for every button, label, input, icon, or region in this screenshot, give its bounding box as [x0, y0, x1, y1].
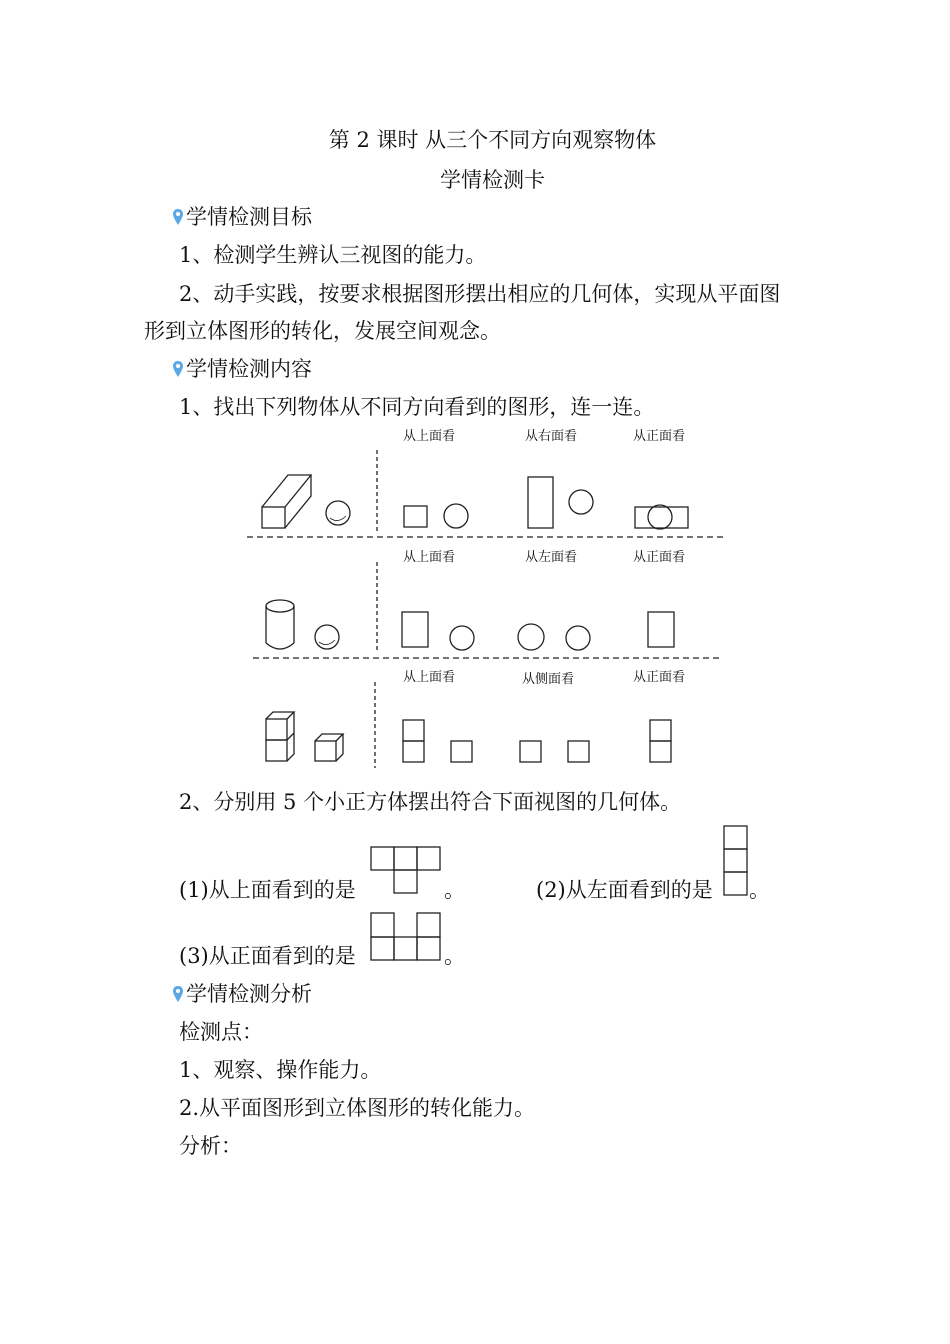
- single-cube-shape: [315, 734, 343, 761]
- row1-view-front: [635, 505, 688, 529]
- heading-text: 学情检测目标: [186, 205, 312, 229]
- row2-view-front: [648, 612, 674, 647]
- analysis-point-2: 2.从平面图形到立体图形的转化能力。: [179, 1096, 536, 1120]
- row3-view-top: [403, 720, 472, 762]
- page-subtitle: 学情检测卡: [440, 168, 545, 192]
- cylinder-shape: [266, 600, 294, 649]
- row3-label-top: 从上面看: [403, 670, 456, 685]
- row1-view-right: [528, 477, 593, 528]
- row1-label-right: 从右面看: [525, 429, 578, 444]
- top-view-grid: [370, 846, 442, 894]
- goal-item-2: 2、动手实践，按要求根据图形摆出相应的几何体，实现从平面图: [179, 282, 781, 306]
- goal-item-3: 形到立体图形的转化，发展空间观念。: [144, 319, 501, 343]
- left-view-grid: [723, 825, 749, 897]
- q2-item-2: (2)从左面看到的是: [536, 878, 713, 902]
- row2-view-left: [518, 624, 590, 650]
- row2-label-top: 从上面看: [403, 550, 456, 565]
- row1-label-top: 从上面看: [403, 429, 456, 444]
- row3-view-side: [520, 741, 589, 762]
- q2-item-2-end: 。: [749, 878, 770, 902]
- ball-shape-2: [315, 625, 339, 649]
- question-1: 1、找出下列物体从不同方向看到的图形，连一连。: [179, 395, 655, 419]
- location-pin-icon: [172, 985, 184, 1003]
- q2-item-1: (1)从上面看到的是: [179, 878, 356, 902]
- cuboid-shape: [262, 475, 311, 528]
- row2-label-left: 从左面看: [525, 550, 578, 565]
- analysis-point-1: 1、观察、操作能力。: [179, 1058, 382, 1082]
- row3-label-side: 从侧面看: [522, 672, 575, 687]
- q2-item-3-end: 。: [444, 944, 465, 968]
- row1-view-top: [404, 504, 468, 528]
- section-analysis-heading: [172, 980, 312, 1008]
- goal-item-1: 1、检测学生辨认三视图的能力。: [179, 243, 487, 267]
- row2-view-top: [402, 612, 474, 650]
- page-title: 第 2 课时 从三个不同方向观察物体: [328, 128, 657, 152]
- analysis-label: 分析：: [179, 1134, 242, 1158]
- ball-shape: [326, 501, 350, 525]
- question-2: 2、分别用 5 个小正方体摆出符合下面视图的几何体。: [179, 790, 682, 814]
- stacked-cubes-shape: [266, 712, 294, 761]
- analysis-points-label: 检测点：: [179, 1020, 263, 1044]
- row1-label-front: 从正面看: [633, 429, 686, 444]
- row3-label-front: 从正面看: [633, 670, 686, 685]
- front-view-grid: [370, 912, 442, 962]
- heading-text: 学情检测分析: [186, 982, 312, 1006]
- q2-item-1-end: 。: [444, 878, 465, 902]
- row3-view-front: [650, 720, 671, 762]
- q2-item-3: (3)从正面看到的是: [179, 944, 356, 968]
- heading-text: 学情检测内容: [186, 357, 312, 381]
- row2-label-front: 从正面看: [633, 550, 686, 565]
